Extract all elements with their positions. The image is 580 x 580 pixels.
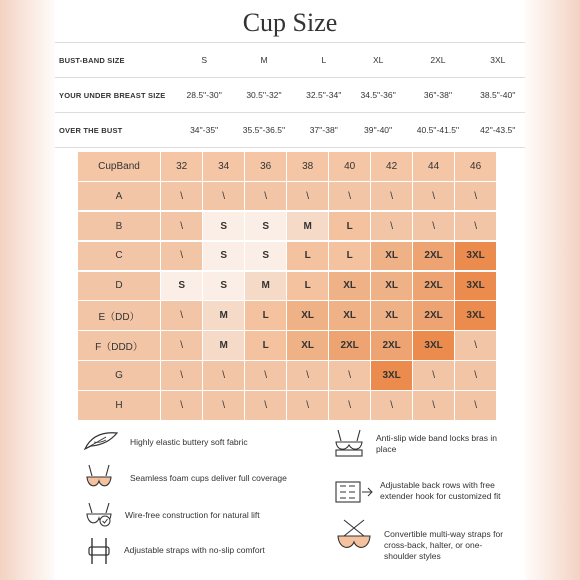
size-cell: 3XL	[455, 242, 496, 271]
size-cell: S	[203, 212, 244, 241]
size-cell: L	[329, 212, 370, 241]
cup-label: C	[78, 242, 160, 271]
size-cell: 2XL	[413, 242, 454, 271]
size-cell: L	[245, 331, 286, 360]
size-cell: \	[245, 391, 286, 420]
size-cell: \	[371, 182, 412, 211]
size-cell: \	[287, 391, 328, 420]
background-left	[0, 0, 60, 580]
size-cell: \	[161, 391, 202, 420]
band-header: 42	[371, 152, 412, 181]
size-cell: M	[203, 331, 244, 360]
band-header: 36	[245, 152, 286, 181]
size-cell: S	[245, 242, 286, 271]
size-cell: 3XL	[413, 331, 454, 360]
size-cell: \	[371, 212, 412, 241]
size-cell: XL	[371, 242, 412, 271]
band-header: 46	[455, 152, 496, 181]
feature-text: Wire-free construction for natural lift	[125, 510, 260, 520]
size-cell: XL	[371, 301, 412, 330]
band-header: 34	[203, 152, 244, 181]
table-cell: 36''-38''	[405, 78, 470, 113]
table-cell: 3XL	[471, 43, 525, 78]
feather-icon	[82, 430, 120, 452]
size-cell: \	[245, 182, 286, 211]
size-cell: XL	[329, 301, 370, 330]
size-cell: S	[161, 272, 202, 301]
table-cell: 40.5''-41.5''	[405, 113, 470, 148]
size-cell: \	[161, 301, 202, 330]
size-cell: XL	[371, 272, 412, 301]
cup-label: F（DDD）	[78, 331, 160, 360]
size-cell: \	[413, 212, 454, 241]
size-cell: M	[287, 212, 328, 241]
size-cell: S	[203, 272, 244, 301]
feature-text: Highly elastic buttery soft fabric	[130, 437, 248, 447]
size-cell: \	[203, 391, 244, 420]
size-cell: \	[287, 361, 328, 390]
size-cell: 2XL	[329, 331, 370, 360]
size-cell: \	[203, 361, 244, 390]
band-header: 40	[329, 152, 370, 181]
table-cell: 39''-40''	[351, 113, 405, 148]
size-cell: \	[455, 212, 496, 241]
cup-band-grid	[78, 152, 496, 420]
size-cell: \	[455, 182, 496, 211]
cup-label: H	[78, 391, 160, 420]
size-cell: \	[161, 361, 202, 390]
size-cell: \	[455, 391, 496, 420]
size-cell: \	[245, 361, 286, 390]
feature-text: Adjustable back rows with free extender hook for customized fit	[380, 480, 501, 501]
band-header: 38	[287, 152, 328, 181]
strap-icon	[86, 536, 112, 566]
size-cell: XL	[329, 272, 370, 301]
size-cell: M	[203, 301, 244, 330]
wide-band-bra-icon	[332, 428, 366, 458]
table-cell: 38.5''-40''	[471, 78, 525, 113]
size-cell: \	[455, 331, 496, 360]
size-cell: \	[371, 391, 412, 420]
table-cell: S	[177, 43, 231, 78]
size-cell: \	[413, 361, 454, 390]
size-cell: 3XL	[455, 272, 496, 301]
size-cell: L	[329, 242, 370, 271]
size-cell: L	[245, 301, 286, 330]
table-cell: 42''-43.5''	[471, 113, 525, 148]
size-cell: \	[203, 182, 244, 211]
table-row	[55, 113, 525, 148]
table-cell: L	[297, 43, 351, 78]
size-cell: 3XL	[371, 361, 412, 390]
wirefree-bra-icon	[84, 500, 114, 530]
size-cell: S	[245, 212, 286, 241]
feature-text: Convertible multi-way straps for cross-back, halter, or one-shoulder styles	[384, 529, 504, 561]
size-cell: XL	[287, 331, 328, 360]
table-cell: 34''-35''	[177, 113, 231, 148]
size-table	[55, 42, 525, 148]
size-cell: \	[161, 182, 202, 211]
size-cell: L	[287, 242, 328, 271]
table-cell: M	[231, 43, 296, 78]
size-cell: \	[413, 391, 454, 420]
table-row	[55, 78, 525, 113]
size-cell: S	[203, 242, 244, 271]
size-cell: 2XL	[413, 301, 454, 330]
size-cell: 2XL	[371, 331, 412, 360]
size-cell: 3XL	[455, 301, 496, 330]
table-cell: 2XL	[405, 43, 470, 78]
table-cell: 32.5''-34''	[297, 78, 351, 113]
cup-label: G	[78, 361, 160, 390]
table-cell: 37''-38''	[297, 113, 351, 148]
grid-corner-label: CupBand	[78, 152, 160, 181]
size-cell: \	[413, 182, 454, 211]
cup-label: E（DD）	[78, 301, 160, 330]
row-label: BUST-BAND SIZE	[55, 43, 177, 78]
size-cell: \	[329, 391, 370, 420]
size-cell: 2XL	[413, 272, 454, 301]
bra-icon	[84, 462, 114, 492]
table-cell: 28.5''-30''	[177, 78, 231, 113]
row-label: YOUR UNDER BREAST SIZE	[55, 78, 177, 113]
cup-label: D	[78, 272, 160, 301]
feature-text: Anti-slip wide band locks bras in place	[376, 433, 497, 454]
feature-text: Seamless foam cups deliver full coverage	[130, 473, 287, 483]
table-row	[55, 43, 525, 78]
size-cell: M	[245, 272, 286, 301]
table-cell: 34.5''-36''	[351, 78, 405, 113]
band-header: 44	[413, 152, 454, 181]
size-cell: \	[287, 182, 328, 211]
size-cell: \	[161, 331, 202, 360]
band-header: 32	[161, 152, 202, 181]
cup-label: A	[78, 182, 160, 211]
size-cell: XL	[287, 301, 328, 330]
feature-text: Adjustable straps with no-slip comfort	[124, 545, 265, 555]
size-cell: L	[287, 272, 328, 301]
background-right	[520, 0, 580, 580]
table-cell: 35.5''-36.5''	[231, 113, 296, 148]
row-label: OVER THE BUST	[55, 113, 177, 148]
table-cell: 30.5''-32''	[231, 78, 296, 113]
cup-label: B	[78, 212, 160, 241]
hook-eye-icon	[334, 478, 374, 506]
size-cell: \	[161, 242, 202, 271]
table-cell: XL	[351, 43, 405, 78]
size-cell: \	[161, 212, 202, 241]
size-cell: \	[455, 361, 496, 390]
size-cell: \	[329, 182, 370, 211]
page-title: Cup Size	[242, 8, 338, 37]
size-cell: \	[329, 361, 370, 390]
convertible-straps-icon	[334, 516, 374, 556]
